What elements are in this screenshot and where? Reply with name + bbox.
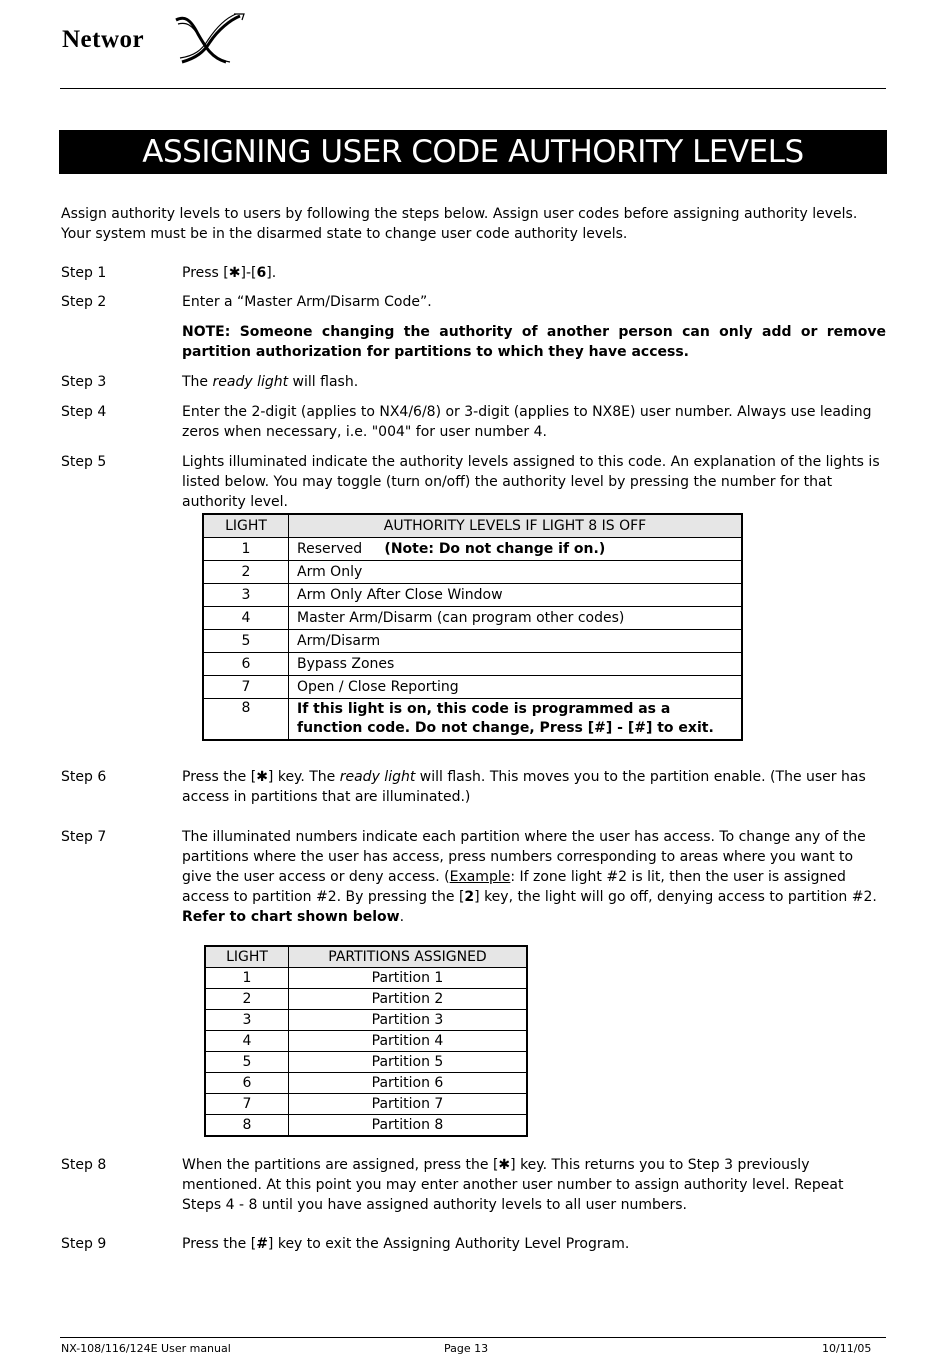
logo-x-mark — [170, 12, 250, 66]
table-row — [205, 1052, 527, 1073]
step-5-label: Step 5 — [61, 454, 107, 470]
authority-levels-table — [202, 513, 743, 741]
partition-name: Partition 4 — [289, 1031, 528, 1052]
step-4-label: Step 4 — [61, 404, 107, 420]
light-number: 3 — [203, 584, 289, 607]
light-number: 1 — [205, 968, 289, 989]
step-6-text: Press the [✱] key. The ready light will flash. This moves you to the partition enable. (The user has access in partitions that are illuminated.) — [182, 769, 866, 805]
hash-key: # — [256, 1236, 268, 1252]
refer-chart-text: Refer to chart shown below — [182, 909, 400, 925]
table-row — [205, 1073, 527, 1094]
partition-name: Partition 8 — [289, 1115, 528, 1137]
table-row — [205, 1031, 527, 1052]
authority-description: Master Arm/Disarm (can program other codes) — [289, 607, 743, 630]
table-row — [205, 1094, 527, 1115]
step-9-text: Press the [#] key to exit the Assigning Authority Level Program. — [182, 1236, 630, 1252]
step-7-text: The illuminated numbers indicate each partition where the user has access. To change any of the partitions where the user has access, press numbers corresponding to areas where you want to give the user access or deny access. (Example: If zone light #2 is lit, then the user is assigned access to partition #2. By pressing the [2] key, the light will go off, denying access to partition #2. Refer to chart shown below. — [182, 829, 877, 925]
column-header: PARTITIONS ASSIGNED — [289, 946, 528, 968]
footer-date: 10/11/05 — [822, 1342, 872, 1355]
step-3-label: Step 3 — [61, 374, 107, 390]
table-row — [205, 1010, 527, 1031]
authority-description: Reserved (Note: Do not change if on.) — [289, 538, 743, 561]
intro-line-2: Your system must be in the disarmed state to change user code authority levels. — [61, 226, 628, 242]
star-key: ✱ — [498, 1157, 511, 1173]
partition-name: Partition 6 — [289, 1073, 528, 1094]
authority-description: Arm Only — [289, 561, 743, 584]
step-8-label: Step 8 — [61, 1157, 107, 1173]
column-header: LIGHT — [205, 946, 289, 968]
footer-manual-name: NX-108/116/124E User manual — [61, 1342, 231, 1355]
six-key: 6 — [256, 265, 267, 281]
light-number: 5 — [203, 630, 289, 653]
light-number: 4 — [203, 607, 289, 630]
authority-description: Arm Only After Close Window — [289, 584, 743, 607]
table-header-row — [203, 514, 742, 538]
step-5-text: Lights illuminated indicate the authority levels assigned to this code. An explanation of the lights is listed below. You may toggle (turn on/off) the authority level by pressing the number for that authority level. — [182, 454, 880, 510]
logo-text: Networ — [62, 26, 145, 53]
step-6-label: Step 6 — [61, 769, 107, 785]
light-number: 7 — [203, 676, 289, 699]
page-title: ASSIGNING USER CODE AUTHORITY LEVELS — [59, 130, 887, 174]
example-label: Example — [449, 869, 511, 885]
light-number: 3 — [205, 1010, 289, 1031]
column-header: LIGHT — [203, 514, 289, 538]
partitions-table — [204, 945, 528, 1137]
authority-description: If this light is on, this code is programmed as a function code. Do not change, Press [#] - [#] to exit. — [289, 699, 743, 741]
table-row — [203, 676, 742, 699]
light-number: 8 — [205, 1115, 289, 1137]
networx-logo — [62, 10, 252, 66]
table-row — [203, 699, 742, 741]
table-row — [203, 561, 742, 584]
star-key: ✱ — [256, 769, 268, 785]
partition-name: Partition 7 — [289, 1094, 528, 1115]
footer-rule — [60, 1337, 886, 1338]
authority-description: Bypass Zones — [289, 653, 743, 676]
step-2-note: NOTE: Someone changing the authority of another person can only add or remove partition authorization for partitions to which they have access. — [182, 324, 886, 360]
light-number: 7 — [205, 1094, 289, 1115]
light-number: 5 — [205, 1052, 289, 1073]
table-row — [203, 584, 742, 607]
partition-name: Partition 3 — [289, 1010, 528, 1031]
footer-page-number: Page 13 — [444, 1342, 489, 1355]
step-1-label: Step 1 — [61, 265, 107, 281]
table-row — [203, 630, 742, 653]
light-number: 4 — [205, 1031, 289, 1052]
step-1-text: Press [✱]-[6]. — [182, 265, 277, 281]
step-9-label: Step 9 — [61, 1236, 107, 1252]
table-header-row — [205, 946, 527, 968]
light-number: 6 — [205, 1073, 289, 1094]
step-2-label: Step 2 — [61, 294, 107, 310]
light-number: 2 — [203, 561, 289, 584]
header-rule — [60, 88, 886, 89]
step-3-text: The ready light will flash. — [182, 374, 359, 390]
table-row — [203, 607, 742, 630]
step-7-label: Step 7 — [61, 829, 107, 845]
intro-paragraph — [61, 204, 891, 244]
partition-name: Partition 2 — [289, 989, 528, 1010]
table-row — [205, 1115, 527, 1137]
table-row — [205, 989, 527, 1010]
intro-line-1: Assign authority levels to users by following the steps below. Assign user codes before assigning authority levels. — [61, 206, 858, 222]
table-row — [205, 968, 527, 989]
partition-name: Partition 5 — [289, 1052, 528, 1073]
table-row — [203, 538, 742, 561]
table-row — [203, 653, 742, 676]
column-header: AUTHORITY LEVELS IF LIGHT 8 IS OFF — [289, 514, 743, 538]
authority-description: Arm/Disarm — [289, 630, 743, 653]
partition-name: Partition 1 — [289, 968, 528, 989]
light-number: 1 — [203, 538, 289, 561]
light-number: 2 — [205, 989, 289, 1010]
authority-description: Open / Close Reporting — [289, 676, 743, 699]
light-number: 8 — [203, 699, 289, 741]
step-4-text: Enter the 2-digit (applies to NX4/6/8) or 3-digit (applies to NX8E) user number. Always use leading zeros when necessary, i.e. "004" for user number 4. — [182, 404, 872, 440]
step-8-text: When the partitions are assigned, press the [✱] key. This returns you to Step 3 previously mentioned. At this point you may enter another user number to assign authority level. Repeat Steps 4 - 8 until you have assigned authority levels to all user numbers. — [182, 1157, 844, 1213]
step-2-text: Enter a “Master Arm/Disarm Code”. — [182, 294, 432, 310]
star-key: ✱ — [228, 265, 241, 281]
light-number: 6 — [203, 653, 289, 676]
